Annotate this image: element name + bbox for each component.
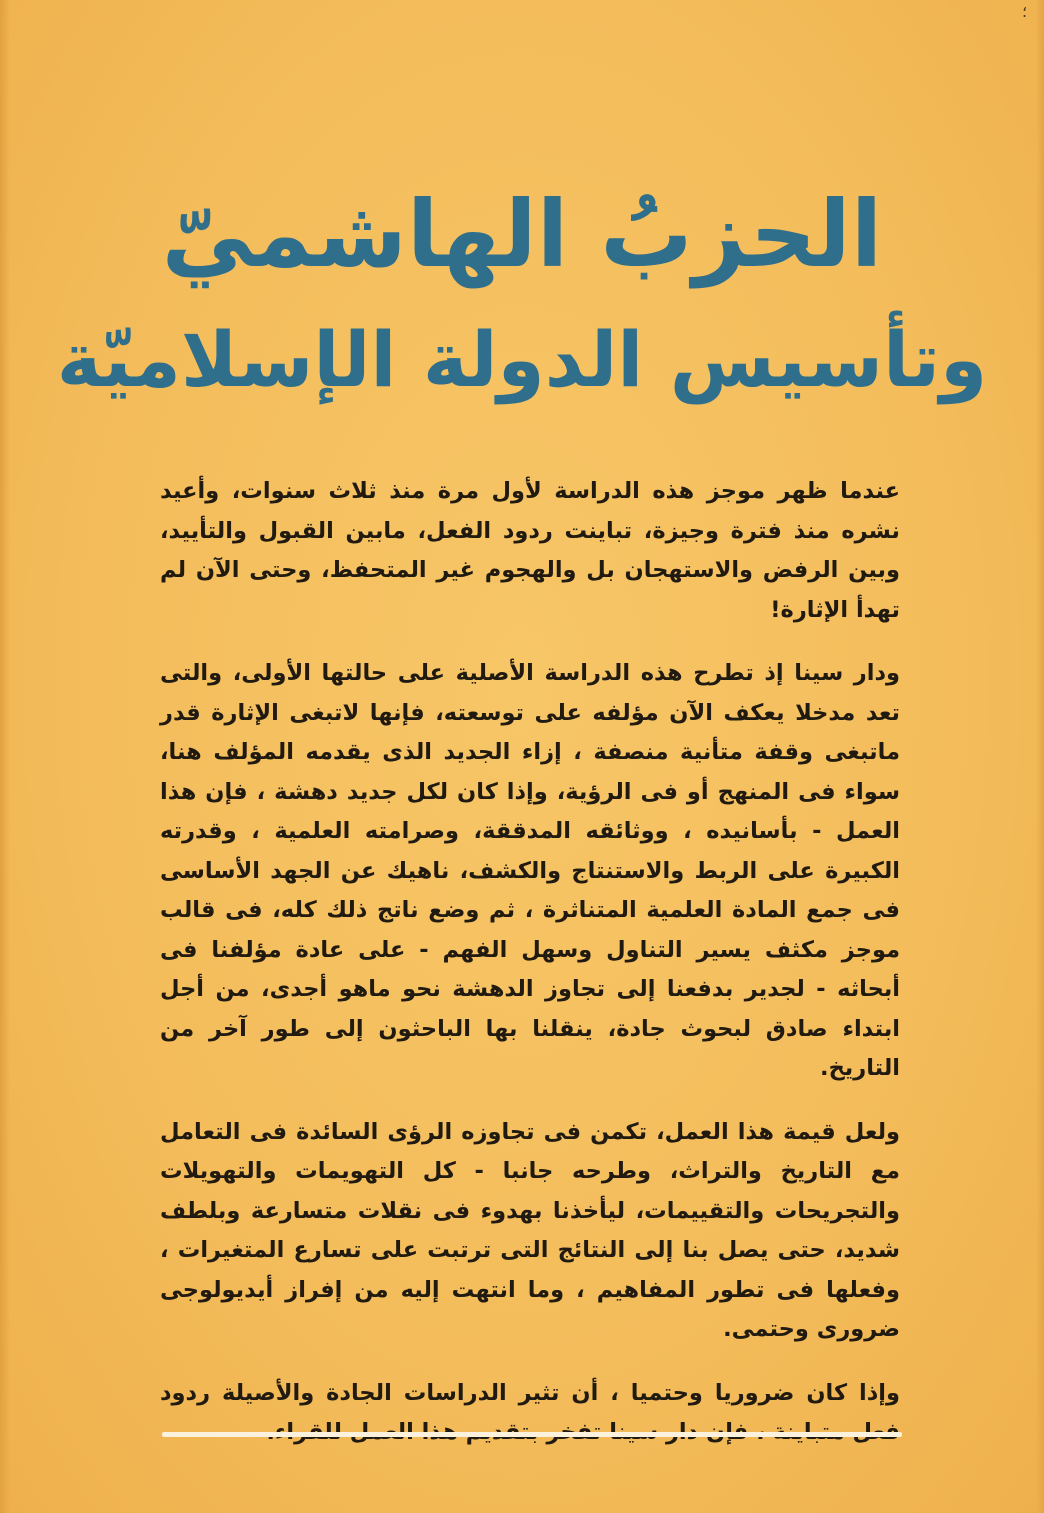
bottom-divider: [162, 1432, 902, 1437]
book-title-line-1: الحزبُ الهاشميّ: [161, 181, 883, 288]
book-title-line-2: وتأسيس الدولة الإسلاميّة: [56, 315, 988, 404]
blurb-paragraph-1: عندما ظهر موجز هذه الدراسة لأول مرة منذ ثلاث سنوات، وأعيد نشره منذ فترة وجيزة، تباينت ردود الفعل، مابين القبول والتأييد، وبين الرفض والاستهجان بل والهجوم غير المتحفظ، وحتى الآن لم تهدأ الإثارة!: [160, 478, 900, 623]
blurb-paragraph-3: ولعل قيمة هذا العمل، تكمن فى تجاوزه الرؤى السائدة فى التعامل مع التاريخ والتراث، وطرحه جانبا - كل التهويمات والتهويلات والتجريحات والتقييمات، ليأخذنا بهدوء فى نقلات متسارعة وبلطف شديد، حتى يصل بنا إلى النتائج التى ترتبت على تسارع المتغيرات ، وفعلها فى تطور المفاهيم ، وما انتهت إليه من إفراز أيديولوجى ضرورى وحتمى.: [160, 1118, 900, 1342]
blurb-paragraph-2: ودار سينا إذ تطرح هذه الدراسة الأصلية على حالتها الأولى، والتى تعد مدخلا يعكف الآن مؤلفه على توسعته، فإنها لاتبغى الإثارة قدر ماتبغى وقفة متأنية منصفة ، إزاء الجديد الذى يقدمه المؤلف هنا، سواء فى المنهج أو فى الرؤية، وإذا كان لكل جديد دهشة ، فإن هذا العمل - بأسانيده ، ووثائقه المدققة، وصرامته العلمية ، وقدرته الكبيرة على الربط والاستنتاج والكشف، ناهيك عن الجهد الأساسى فى جمع المادة العلمية المتناثرة ، ثم وضع ناتج ذلك كله، فى قالب موجز مكثف يسير التناول وسهل الفهم - على عادة مؤلفنا فى أبحاثه - لجدير بدفعنا إلى تجاوز الدهشة نحو ماهو أجدى، من أجل ابتداء صادق لبحوث جادة، ينقلنا بها الباحثون إلى طور آخر من التاريخ.: [160, 660, 900, 1081]
corner-mark: ؛: [1022, 2, 1028, 21]
blurb-text: [160, 472, 900, 1477]
blurb-paragraph-4: وإذا كان ضروريا وحتميا ، أن تثير الدراسات الجادة والأصيلة ردود: [160, 1379, 900, 1406]
